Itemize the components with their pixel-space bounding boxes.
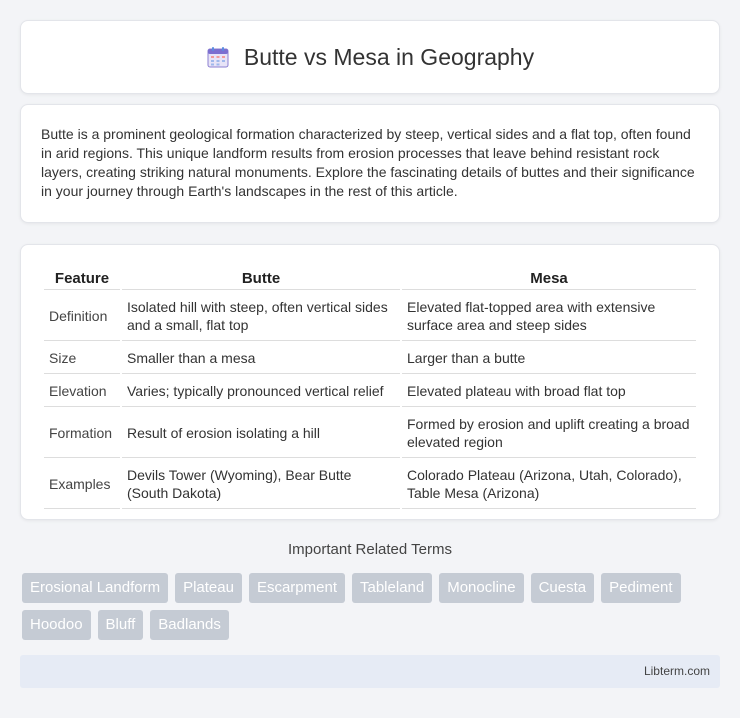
comparison-table — [42, 265, 698, 511]
tag-plateau[interactable]: Plateau — [175, 573, 242, 603]
table-cell: Size — [44, 343, 120, 374]
table-row — [44, 292, 696, 341]
table-cell: Definition — [44, 292, 120, 341]
table-cell: Elevation — [44, 376, 120, 407]
intro-card — [20, 104, 720, 223]
related-terms-title: Important Related Terms — [288, 541, 452, 558]
table-cell: Isolated hill with steep, often vertical sides and a small, flat top — [122, 292, 400, 341]
table-cell: Formation — [44, 409, 120, 458]
table-cell: Elevated flat-topped area with extensive surface area and steep sides — [402, 292, 696, 341]
column-header: Mesa — [402, 267, 696, 290]
footer — [20, 655, 720, 688]
table-cell: Elevated plateau with broad flat top — [402, 376, 696, 407]
comparison-card — [20, 244, 720, 520]
tag-pediment[interactable]: Pediment — [601, 573, 680, 603]
column-header: Feature — [44, 267, 120, 290]
table-cell: Devils Tower (Wyoming), Bear Butte (South Dakota) — [122, 460, 400, 509]
table-row — [44, 460, 696, 509]
tag-monocline[interactable]: Monocline — [439, 573, 523, 603]
table-cell: Colorado Plateau (Arizona, Utah, Colorado), Table Mesa (Arizona) — [402, 460, 696, 509]
related-terms-list — [22, 573, 722, 640]
tag-hoodoo[interactable]: Hoodoo — [22, 610, 91, 640]
tag-bluff[interactable]: Bluff — [98, 610, 144, 640]
column-header: Butte — [122, 267, 400, 290]
table-cell: Formed by erosion and uplift creating a broad elevated region — [402, 409, 696, 458]
table-row — [44, 409, 696, 458]
table-cell: Larger than a butte — [402, 343, 696, 374]
tag-erosional-landform[interactable]: Erosional Landform — [22, 573, 168, 603]
intro-text: Butte is a prominent geological formation characterized by steep, vertical sides and a flat top, often found in arid regions. This unique landform results from erosion processes that leave behind resistant rock layers, creating striking natural monuments. Explore the fascinating details of buttes and their significance in your journey through Earth's landscapes in the rest of this article. — [41, 126, 695, 199]
table-row — [44, 376, 696, 407]
tag-cuesta[interactable]: Cuesta — [531, 573, 595, 603]
tag-escarpment[interactable]: Escarpment — [249, 573, 345, 603]
table-header-row — [44, 267, 696, 290]
tag-tableland[interactable]: Tableland — [352, 573, 432, 603]
table-cell: Varies; typically pronounced vertical relief — [122, 376, 400, 407]
table-cell: Examples — [44, 460, 120, 509]
table-cell: Smaller than a mesa — [122, 343, 400, 374]
tag-badlands[interactable]: Badlands — [150, 610, 229, 640]
title-card — [20, 20, 720, 94]
page-title: Butte vs Mesa in Geography — [243, 43, 535, 70]
table-row — [44, 343, 696, 374]
table-cell: Result of erosion isolating a hill — [122, 409, 400, 458]
footer-site-link[interactable]: Libterm.com — [643, 664, 710, 678]
calendar-icon — [206, 45, 230, 69]
